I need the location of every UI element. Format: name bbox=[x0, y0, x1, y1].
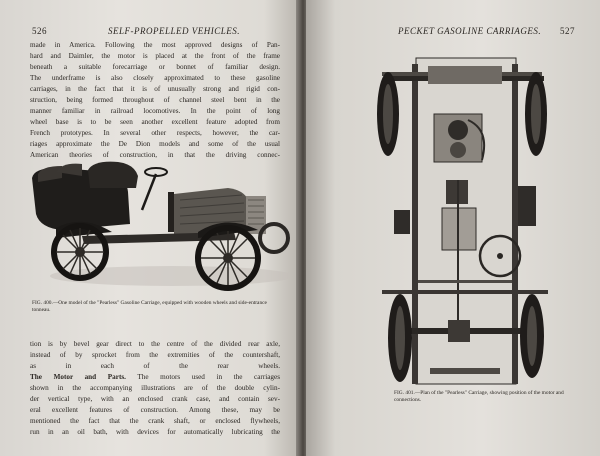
text-line: run in an oil bath, with devices for automatically lubricating the bbox=[30, 428, 280, 436]
text-line: riages approximate the De Dion models and some of the usual bbox=[30, 140, 280, 148]
car-illustration bbox=[22, 148, 290, 296]
text-line: tion is by bevel gear direct to the centre of the divided rear axle, bbox=[30, 340, 280, 348]
text-line: eral excellent features of construction. Among these, may be bbox=[30, 406, 280, 414]
text-line: American theories of construction, in that the driving connec- bbox=[30, 151, 280, 159]
left-top-paragraph bbox=[30, 40, 280, 161]
text-line: mentioned the fact that the crank shaft, or enclosed flywheels, bbox=[30, 417, 280, 425]
text-line: struction, being formed throughout of channel steel bent in the bbox=[30, 96, 280, 104]
text-line: made in America. Following the most approved designs of Pan- bbox=[30, 41, 280, 49]
text-line: wheel base is to be seen another excellent feature adopted from bbox=[30, 118, 280, 126]
left-page-number: 526 bbox=[32, 26, 47, 36]
section-line-text: The motors used in the carriages bbox=[137, 373, 280, 381]
text-line: shown in the accompanying illustrations are of the double cylin- bbox=[30, 384, 280, 392]
text-line: hard and Daimler, the motor is placed at the front of the frame bbox=[30, 52, 280, 60]
chassis-plan-illustration bbox=[372, 50, 558, 396]
text-line: beneath a suitable forecarriage or bonnet of familiar design. bbox=[30, 63, 280, 71]
left-bottom-paragraph bbox=[30, 339, 280, 438]
text-line: The underframe is also closely approximated to these gasoline bbox=[30, 74, 280, 82]
section-line bbox=[30, 372, 280, 383]
text-line: instead of by sprocket from the extremities of the countershaft, bbox=[30, 351, 280, 359]
chassis-figure-caption: FIG. 401.—Plan of the "Pearless" Carriage, showing position of the motor and connections. bbox=[394, 390, 564, 403]
car-figure-caption: FIG. 400.—One model of the "Pearless" Gasoline Carriage, equipped with wooden wheels and side-entrance tonneau. bbox=[32, 300, 267, 313]
text-line: manner familiar in railroad locomotives. In the point of long bbox=[30, 107, 280, 115]
section-heading: The Motor and Parts. bbox=[30, 373, 126, 381]
left-running-head: SELF-PROPELLED VEHICLES. bbox=[108, 26, 240, 36]
text-line: der vertical type, with an enclosed crank case, and contain sev- bbox=[30, 395, 280, 403]
text-line: as in each of the rear wheels. bbox=[30, 362, 280, 370]
text-line: French prototypes. In several other respects, however, the car- bbox=[30, 129, 280, 137]
right-page-number: 527 bbox=[560, 26, 575, 36]
text-line: carriages, in the fact that it is of unusually strong and rigid con- bbox=[30, 85, 280, 93]
right-running-head: PECKET GASOLINE CARRIAGES. bbox=[398, 26, 542, 36]
